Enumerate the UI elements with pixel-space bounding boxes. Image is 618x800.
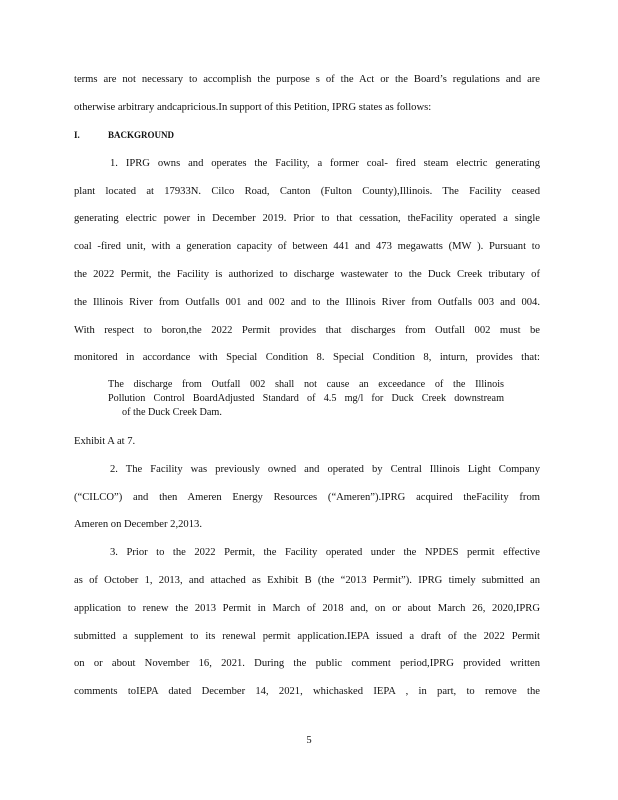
paragraph-3-line: comments toIEPA dated December 14, 2021, whichasked IEPA , in part, to remove the: [74, 686, 540, 697]
paragraph-3-line: on or about November 16, 2021. During the public comment period,IPRG provided written: [74, 658, 540, 669]
paragraph-1-line: coal -fired unit, with a generation capacity of between 441 and 473 megawatts (MW ). Pursuant to: [74, 241, 540, 252]
exhibit-reference: Exhibit A at 7.: [74, 436, 136, 447]
paragraph-3-line: as of October 1, 2013, and attached as Exhibit B (the “2013 Permit”). IPRG timely submitted an: [74, 575, 540, 586]
block-quote-line: of the Duck Creek Dam.: [122, 407, 222, 418]
paragraph-3-line: 3. Prior to the 2022 Permit, the Facility operated under the NPDES permit effective: [110, 547, 540, 558]
section-heading: [74, 129, 174, 142]
paragraph-1-line: the Illinois River from Outfalls 001 and 002 and to the Illinois River from Outfalls 003 and 004.: [74, 297, 540, 308]
paragraph-3-line: application to renew the 2013 Permit in March of 2018 and, on or about March 26, 2020,IPRG: [74, 603, 540, 614]
paragraph-1-line: the 2022 Permit, the Facility is authorized to discharge wastewater to the Duck Creek tributary of: [74, 269, 540, 280]
paragraph-2-line: (“CILCO”) and then Ameren Energy Resources (“Ameren”).IPRG acquired theFacility from: [74, 492, 540, 503]
page-number: 5: [306, 735, 312, 746]
section-number: I.: [74, 130, 80, 140]
paragraph-1-line: With respect to boron,the 2022 Permit provides that discharges from Outfall 002 must be: [74, 325, 540, 336]
paragraph-3-line: submitted a supplement to its renewal permit application.IEPA issued a draft of the 2022 Permit: [74, 631, 540, 642]
paragraph-1-line: monitored in accordance with Special Condition 8. Special Condition 8, inturn, provides that:: [74, 352, 540, 363]
body-text-line: terms are not necessary to accomplish the purpose s of the Act or the Board’s regulations and are: [74, 74, 540, 85]
block-quote-line: Pollution Control BoardAdjusted Standard of 4.5 mg/l for Duck Creek downstream: [108, 393, 504, 404]
paragraph-1-line: 1. IPRG owns and operates the Facility, a former coal- fired steam electric generating: [110, 158, 540, 169]
section-title: BACKGROUND: [108, 130, 175, 140]
block-quote-line: The discharge from Outfall 002 shall not cause an exceedance of the Illinois: [108, 379, 504, 390]
paragraph-2-line: Ameren on December 2,2013.: [74, 519, 202, 530]
body-text-line: otherwise arbitrary andcapricious.In support of this Petition, IPRG states as follows:: [74, 102, 432, 113]
paragraph-1-line: generating electric power in December 2019. Prior to that cessation, theFacility operated a single: [74, 213, 540, 224]
paragraph-1-line: plant located at 17933N. Cilco Road, Canton (Fulton County),Illinois. The Facility ceased: [74, 186, 540, 197]
paragraph-2-line: 2. The Facility was previously owned and operated by Central Illinois Light Company: [110, 464, 540, 475]
